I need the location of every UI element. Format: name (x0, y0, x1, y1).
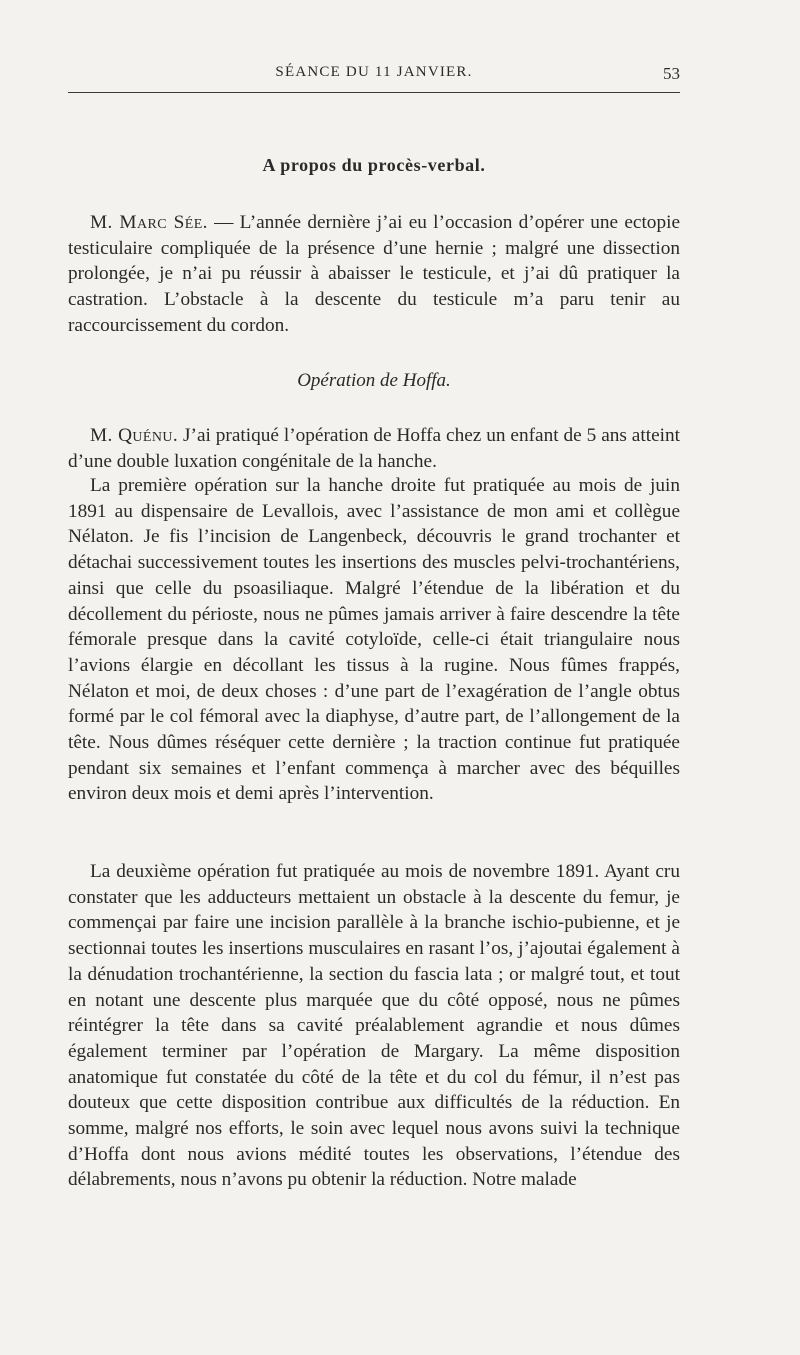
paragraph-second-operation: La deuxième opération fut pratiquée au mois de novembre 1891. Ayant cru constater que les adducteurs mettaient un obstacle à la descente du femur, je commençai par faire une incision parallèle à la branche ischio-pubienne, et je sectionnai toutes les insertions musculaires en rasant l’os, j’ajoutai également à la dénudation trochantérienne, la section du fascia lata ; or malgré tout, et tout en notant une descente plus marquée que du côté opposé, nous ne pûmes réintégrer la tête dans sa cavité préalablement agrandie et nous dûmes également terminer par l’opération de Margary. La même disposition anatomique fut constatée du côté de la tête et du col du fémur, il n’est pas douteux que cette disposition contribue aux difficultés de la réduction. En somme, malgré nos efforts, le soin avec lequel nous avons suivi la technique d’Hoffa dont nous avions médité toutes les observations, l’étendue des délabrements, nous n’avons pu obtenir la réduction. Notre malade (68, 861, 680, 1191)
section-title-proces-verbal: A propos du procès-verbal. (262, 155, 486, 175)
section-title-operation-hoffa: Opération de Hoffa. (297, 370, 451, 391)
running-head (68, 64, 680, 93)
running-title: SÉANCE DU 11 JANVIER. (275, 64, 473, 80)
paragraph-text: — L’année dernière j’ai eu l’occasion d’opérer une ectopie testiculaire compliquée de la présence d’une hernie ; malgré une dissection prolongée, je n’ai pu réussir à abaisser le testicule, et j’ai dû pratiquer la castration. L’obstacle à la descente du testicule m’a paru tenir au raccourcissement du cordon. (68, 212, 680, 336)
page-number: 53 (663, 64, 680, 83)
paragraph-marc-see (68, 210, 680, 339)
paragraph-first-operation: La première opération sur la hanche droite fut pratiquée au mois de juin 1891 au dispensaire de Levallois, avec l’assistance de mon ami et collègue Nélaton. Je fis l’incision de Langenbeck, découvris le grand trochanter et détachai successivement toutes les insertions des muscles pelvi-trochantériens, ainsi que celle du psoasiliaque. Malgré l’étendue de la libération et du décollement du périoste, nous ne pûmes jamais arriver à faire descendre la tête fémorale presque dans la cavité cotyloïde, celle-ci était triangulaire nous l’avions élargie en décollant les tissus à la rugine. Nous fûmes frappés, Nélaton et moi, de deux choses : d’une part de l’exagération de l’angle obtus formé par le col fémoral avec la diaphyse, d’autre part, de l’allongement de la tête. Nous dûmes réséquer cette dernière ; la traction continue fut pratiquée pendant six semaines et l’enfant commença à marcher avec des béquilles environ deux mois et demi après l’intervention. (68, 475, 680, 805)
paragraph-quenu (68, 423, 680, 474)
speaker-name: M. Quénu. (90, 425, 179, 446)
speaker-name: M. Marc Sée. (90, 212, 208, 233)
paragraph-text: J’ai pratiqué l’opération de Hoffa chez un enfant de 5 ans atteint d’une double luxation congénitale de la hanche. (68, 425, 680, 472)
